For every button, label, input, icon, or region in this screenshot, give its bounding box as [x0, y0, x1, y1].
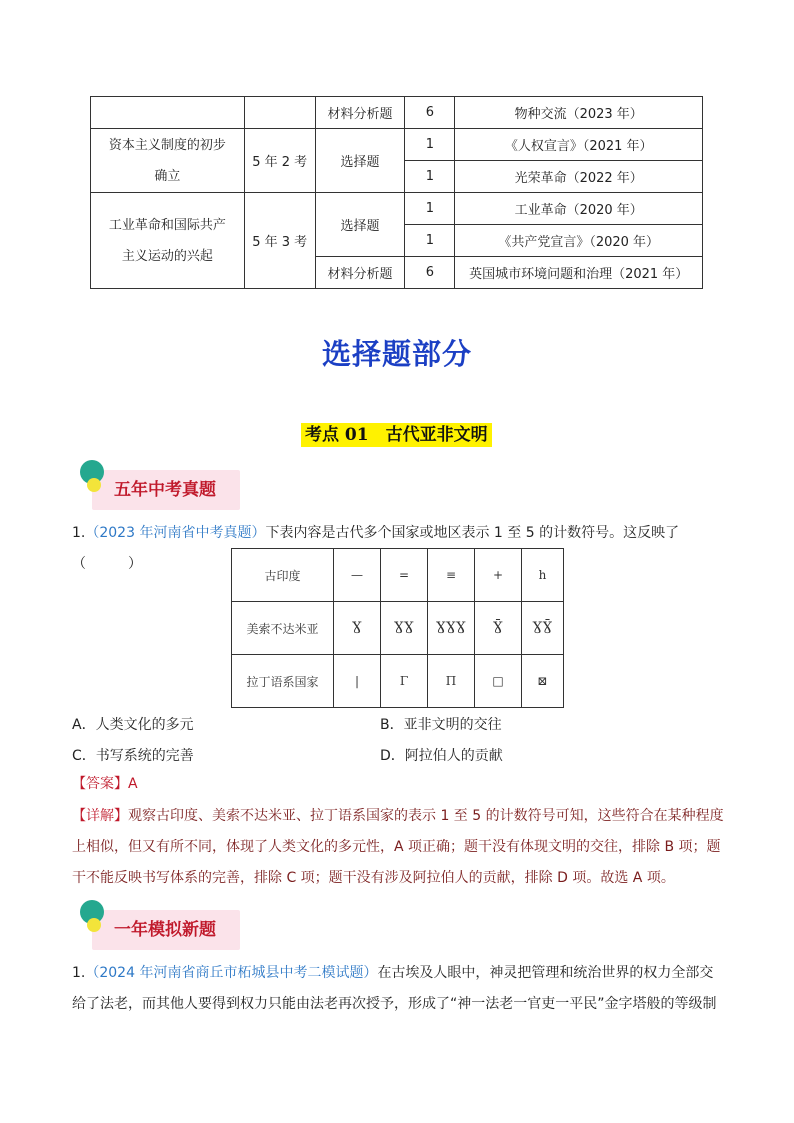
- question-number: 1.: [72, 965, 86, 981]
- question-stem: [72, 958, 724, 1020]
- question-text: 在古埃及人眼中，神灵把管理和统治世界的权力全部交给了法老，而其他人要得到权力只能由法老再次授予，形成了“神一法老一官吏一平民”金字塔般的等级制: [72, 965, 717, 1012]
- table-row: [91, 97, 703, 129]
- symbol-cell: h: [522, 549, 564, 602]
- symbol-cell: Ɣ̄: [475, 602, 522, 655]
- civilization-label: 古印度: [232, 549, 334, 602]
- question-source: （2024 年河南省商丘市柘城县中考二模试题）: [85, 965, 378, 981]
- section-title: 选择题部分: [321, 337, 472, 371]
- symbol-cell: ƔƔ̄: [522, 602, 564, 655]
- content-cell: 光荣革命（2022 年）: [455, 161, 703, 193]
- explanation: [72, 801, 724, 894]
- table-row: [232, 549, 564, 602]
- banner-label: 一年模拟新题: [114, 920, 216, 940]
- question-number: 1.: [72, 525, 86, 541]
- table-row: [232, 602, 564, 655]
- answer-tag: 【答案】: [72, 776, 128, 792]
- symbol-cell: ≡: [428, 549, 475, 602]
- symbol-cell: ƔƔƔ: [428, 602, 475, 655]
- content-cell: 工业革命（2020 年）: [455, 193, 703, 225]
- option-c: C．书写系统的完善: [72, 748, 194, 764]
- topic-cell: [91, 97, 245, 129]
- symbol-cell: ƔƔ: [381, 602, 428, 655]
- content-cell: 《共产党宣言》（2020 年）: [455, 225, 703, 257]
- question-type-cell: 选择题: [315, 193, 405, 257]
- symbol-cell: +: [475, 549, 522, 602]
- civilization-label: 美索不达米亚: [232, 602, 334, 655]
- explanation-tag: 【详解】: [72, 808, 128, 824]
- score-cell: 6: [405, 257, 455, 289]
- symbol-cell: □: [475, 655, 522, 708]
- symbol-cell: Π: [428, 655, 475, 708]
- option-a: A．人类文化的多元: [72, 717, 194, 733]
- table-row: [232, 655, 564, 708]
- banner-five-year-exams: [92, 470, 240, 510]
- exam-stats-table: [90, 96, 703, 289]
- score-cell: 1: [405, 161, 455, 193]
- symbol-cell: ⊠: [522, 655, 564, 708]
- bubble-icon: [87, 478, 101, 492]
- banner-label: 五年中考真题: [114, 480, 216, 500]
- question-type-cell: 材料分析题: [315, 257, 405, 289]
- counting-symbols-table: [231, 548, 564, 708]
- content-cell: 物种交流（2023 年）: [455, 97, 703, 129]
- symbol-cell: =: [381, 549, 428, 602]
- question-source: （2023 年河南省中考真题）: [85, 525, 266, 541]
- bubble-icon: [87, 918, 101, 932]
- content-cell: 《人权宣言》（2021 年）: [455, 129, 703, 161]
- symbol-cell: |: [334, 655, 381, 708]
- explanation-text: 观察古印度、美索不达米亚、拉丁语系国家的表示 1 至 5 的计数符号可知，这些符合在某种程度上相似，但又有所不同，体现了人类文化的多元性，A 项正确；题干没有体现文明的交往，排除 B 项；题干不能反映书写体系的完善，排除 C 项；题干没有涉及阿拉伯人的贡献，排除 D 项。故选 A 项。: [72, 808, 724, 886]
- table-row: [91, 193, 703, 225]
- question-type-cell: 材料分析题: [315, 97, 405, 129]
- exam-point-label: 考点 01 古代亚非文明: [301, 423, 492, 447]
- question-type-cell: 选择题: [315, 129, 405, 193]
- symbol-cell: Ɣ: [334, 602, 381, 655]
- question-text: 下表内容是古代多个国家或地区表示 1 至 5 的计数符号。这反映了（ ）: [72, 525, 680, 572]
- frequency-cell: 5 年 2 考: [244, 129, 315, 193]
- frequency-cell: 5 年 3 考: [244, 193, 315, 289]
- score-cell: 1: [405, 129, 455, 161]
- score-cell: 1: [405, 225, 455, 257]
- score-cell: 6: [405, 97, 455, 129]
- symbol-cell: Γ: [381, 655, 428, 708]
- score-cell: 1: [405, 193, 455, 225]
- answer-line: [72, 769, 724, 800]
- option-d: D．阿拉伯人的贡献: [380, 748, 503, 764]
- option-b: B．亚非文明的交往: [380, 717, 502, 733]
- topic-cell: 工业革命和国际共产主义运动的兴起: [91, 193, 245, 289]
- table-row: [91, 129, 703, 161]
- symbol-cell: —: [334, 549, 381, 602]
- answer-value: A: [128, 776, 138, 792]
- topic-cell: 资本主义制度的初步确立: [91, 129, 245, 193]
- content-cell: 英国城市环境问题和治理（2021 年）: [455, 257, 703, 289]
- banner-mock-exams: [92, 910, 240, 950]
- civilization-label: 拉丁语系国家: [232, 655, 334, 708]
- frequency-cell: [244, 97, 315, 129]
